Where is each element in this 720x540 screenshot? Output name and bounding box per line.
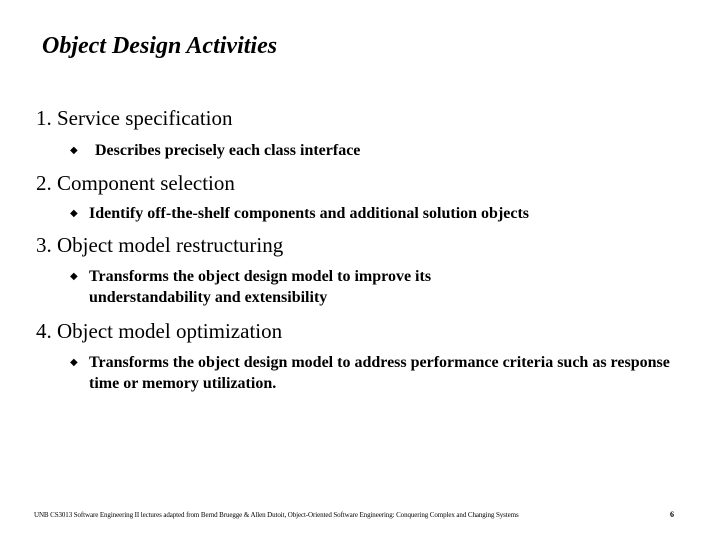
slide-title: Object Design Activities [42, 33, 278, 59]
footer-citation: UNB CS3013 Software Engineering II lectures adapted from Bernd Bruegge & Allen Dutoit, Object-Oriented Software Engineering: Conquering Complex and Changing Systems [34, 511, 519, 519]
page-number: 6 [670, 510, 674, 519]
list-item-component-selection: 2. Component selection [36, 171, 235, 195]
sub-item-text: Identify off-the-shelf components and additional solution objects [89, 205, 530, 222]
sub-item-service-specification [70, 140, 690, 161]
sub-item-object-model-restructuring [70, 266, 520, 308]
diamond-bullet-icon: ◆ [70, 145, 78, 156]
sub-item-text: Transforms the object design model to address performance criteria such as response time or memory utilization. [89, 354, 670, 392]
sub-item-component-selection [70, 203, 690, 224]
diamond-bullet-icon: ◆ [70, 271, 78, 282]
diamond-bullet-icon: ◆ [70, 208, 78, 219]
sub-item-text: Describes precisely each class interface [95, 142, 361, 159]
list-item-object-model-optimization: 4. Object model optimization [36, 319, 283, 343]
list-item-object-model-restructuring: 3. Object model restructuring [36, 233, 284, 257]
diamond-bullet-icon: ◆ [70, 357, 78, 368]
sub-item-object-model-optimization [70, 352, 690, 394]
sub-item-text: Transforms the object design model to improve its understandability and extensibility [89, 268, 432, 306]
list-item-service-specification: 1. Service specification [36, 106, 233, 130]
